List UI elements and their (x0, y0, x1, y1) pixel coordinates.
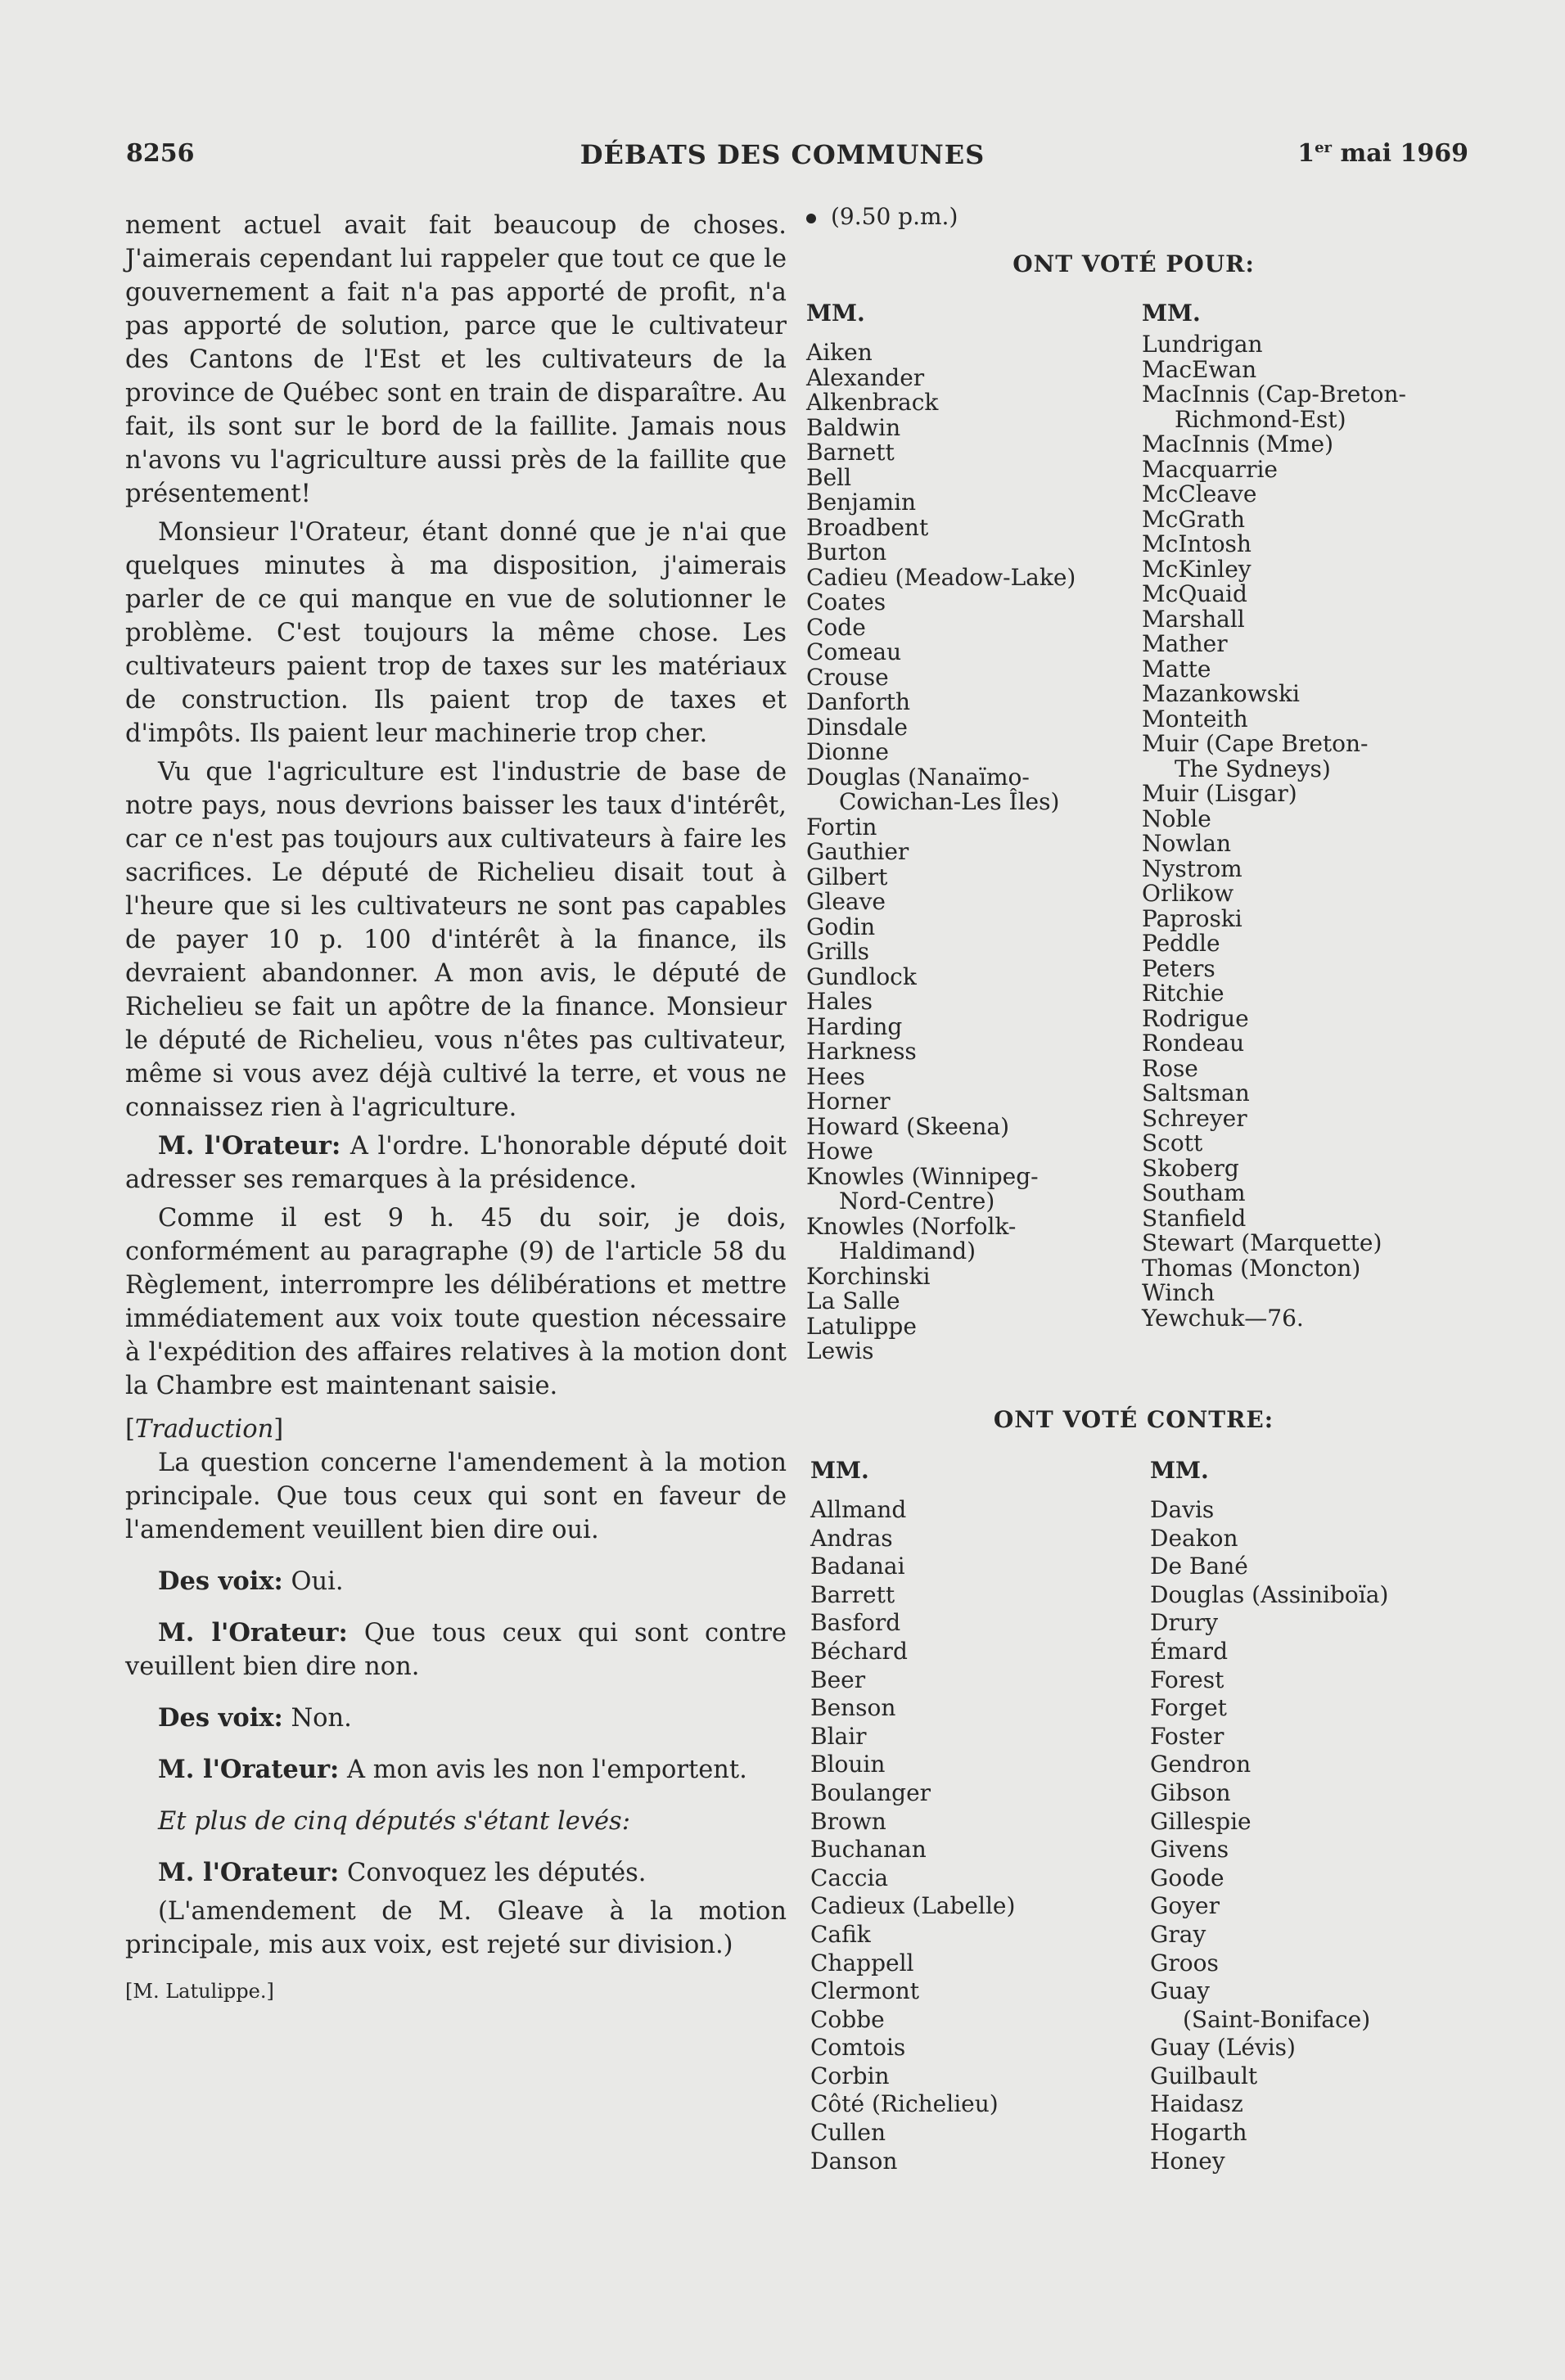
member-name: Forest (1150, 1666, 1224, 1693)
member-name: Alkenbrack (806, 389, 939, 416)
member-name: Benjamin (806, 489, 917, 516)
member-name: Coates (806, 588, 886, 615)
member-name: Drury (1150, 1609, 1219, 1637)
member-name: Givens (1150, 1836, 1229, 1864)
member-name: Cowichan-Les Îles) (839, 788, 1060, 815)
paragraph: Des voix: Oui. (158, 1566, 344, 1596)
member-name: Gibson (1150, 1778, 1231, 1806)
member-name: Scott (1142, 1129, 1203, 1156)
member-name: Foster (1150, 1722, 1224, 1750)
member-name: Muir (Cape Breton- (1142, 730, 1369, 757)
member-name: Broadbent (806, 513, 929, 541)
member-name: Mazankowski (1142, 680, 1300, 707)
member-name: Émard (1150, 1637, 1228, 1665)
contre-list-col2 (1150, 1496, 1388, 2175)
member-name: Gilbert (806, 863, 888, 890)
member-name: Brown (810, 1807, 886, 1835)
member-name: MacInnis (Cap-Breton- (1142, 381, 1406, 408)
member-name: Knowles (Winnipeg- (806, 1162, 1039, 1190)
member-name: Orlikow (1142, 880, 1234, 907)
member-name: Cafik (810, 1920, 871, 1948)
member-name: Peters (1142, 954, 1215, 982)
member-name: Korchinski (806, 1262, 931, 1290)
member-name: Rose (1142, 1054, 1198, 1082)
page-title: DÉBATS DES COMMUNES (580, 139, 985, 170)
member-name: Howard (Skeena) (806, 1112, 1010, 1140)
member-name: Cobbe (810, 2005, 885, 2033)
member-name: Bell (806, 463, 852, 491)
member-name: Matte (1142, 655, 1211, 683)
member-name: Comtois (810, 2034, 906, 2062)
member-name: Guilbault (1150, 2062, 1258, 2089)
paragraph: Des voix: Non. (158, 1703, 352, 1733)
member-name: Guay (1150, 1977, 1210, 2005)
member-name: McIntosh (1142, 530, 1252, 557)
member-name: Béchard (810, 1637, 908, 1665)
page-number: 8256 (126, 139, 195, 168)
vote-pour-heading: ONT VOTÉ POUR: (1013, 250, 1255, 277)
member-name: Cadieu (Meadow-Lake) (806, 563, 1076, 591)
member-name: Burton (806, 539, 887, 566)
pour-list-col2 (1142, 332, 1406, 1331)
speaker: Des voix: (158, 1566, 283, 1596)
speaker: M. l'Orateur: (158, 1755, 340, 1784)
paragraph: nement actuel avait fait beaucoup de choses. J'aimerais cependant lui rappeler que tout ce que le gouvernement a fait n'a pas apporté de profit, n'a pas apporté de solution, parce que le cultivateur des Cantons de l'Est et les cultivateurs de la province de Québec sont en train de disparaître. Au fait, ils sont sur le bord de la faillite. Jamais nous n'avons vu l'agriculture aussi près de la faillite que présentement! (125, 211, 787, 508)
member-name: Skoberg (1142, 1154, 1239, 1182)
member-name: Haldimand) (839, 1237, 976, 1264)
member-name: Aiken (806, 339, 873, 366)
member-name: Winch (1142, 1279, 1215, 1306)
member-name: The Sydneys) (1175, 755, 1331, 782)
member-name: Andras (810, 1524, 893, 1552)
member-name: Knowles (Norfolk- (806, 1212, 1017, 1240)
member-name: Horner (806, 1088, 891, 1115)
translation-note: [Traduction] (125, 1415, 284, 1444)
member-name: Cullen (810, 2119, 886, 2147)
member-name: Dionne (806, 738, 889, 765)
member-name: Alexander (806, 363, 925, 391)
bullet-icon (806, 214, 816, 223)
member-name: Corbin (810, 2062, 890, 2089)
member-name: Gendron (1150, 1751, 1252, 1778)
member-name: Southam (1142, 1179, 1246, 1206)
left-column (125, 209, 787, 2008)
member-name: Lundrigan (1142, 331, 1263, 358)
member-name: Douglas (Nanaïmo- (806, 763, 1030, 791)
member-name: Nystrom (1142, 854, 1243, 882)
member-name: Paproski (1142, 904, 1243, 932)
member-name: Lewis (806, 1337, 874, 1364)
member-name: Saltsman (1142, 1080, 1250, 1107)
paragraph: Comme il est 9 h. 45 du soir, je dois, conformément au paragraphe (9) de l'article 58 du Règlement, interrompre les délibérations et mettre immédiatement aux voix toute question nécessaire à l'expédition des affaires relatives à la motion dont la Chambre est maintenant saisie. (125, 1204, 787, 1400)
member-name: Chappell (810, 1949, 914, 1977)
member-name: Gundlock (806, 962, 917, 990)
member-name: Godin (806, 913, 876, 940)
member-name: Boulanger (810, 1778, 931, 1806)
member-name: Clermont (810, 1977, 920, 2005)
member-name: Beer (810, 1666, 866, 1693)
speaker: M. l'Orateur: (158, 1618, 348, 1648)
paragraph: M. l'Orateur: Que tous ceux qui sont contre veuillent bien dire non. (125, 1618, 787, 1681)
member-name: McQuaid (1142, 580, 1247, 607)
page-date: 1er mai 1969 (1297, 139, 1468, 168)
member-name: Blouin (810, 1751, 886, 1778)
member-name: Guay (Lévis) (1150, 2034, 1296, 2062)
member-name: Deakon (1150, 1524, 1238, 1552)
member-name: La Salle (806, 1287, 900, 1314)
member-name: McGrath (1142, 505, 1246, 533)
member-name: Stewart (Marquette) (1142, 1229, 1382, 1256)
member-name: Hales (806, 988, 873, 1015)
member-name: Douglas (Assiniboïa) (1150, 1580, 1389, 1608)
page-header (0, 139, 1565, 172)
contre-list-col1 (810, 1496, 1015, 2175)
member-name: Ritchie (1142, 980, 1224, 1007)
member-name: Comeau (806, 638, 902, 665)
member-name: Nowlan (1142, 830, 1232, 857)
member-name: Yewchuk—76. (1142, 1304, 1304, 1332)
paragraph: M. l'Orateur: Convoquez les députés. (158, 1858, 647, 1887)
member-name: Macquarrie (1142, 455, 1278, 483)
mm-label: MM. (810, 1457, 869, 1484)
member-name: McCleave (1142, 480, 1257, 507)
vote-contre-heading: ONT VOTÉ CONTRE: (993, 1406, 1274, 1433)
speaker: Des voix: (158, 1703, 283, 1733)
member-name: Barnett (806, 439, 895, 466)
member-name: Rondeau (1142, 1030, 1245, 1057)
member-name: Davis (1150, 1496, 1215, 1523)
member-name: Thomas (Moncton) (1142, 1254, 1361, 1282)
member-name: Rodrigue (1142, 1004, 1249, 1032)
paragraph: Et plus de cinq députés s'étant levés: (158, 1807, 630, 1836)
mm-label: MM. (806, 300, 865, 327)
member-name: (Saint-Boniface) (1183, 2005, 1371, 2033)
speaker: M. l'Orateur: (158, 1858, 340, 1887)
member-name: McKinley (1142, 555, 1252, 583)
paragraph: (L'amendement de M. Gleave à la motion principale, mis aux voix, est rejeté sur division.) (125, 1897, 787, 1959)
member-name: Baldwin (806, 413, 901, 441)
member-name: Hogarth (1150, 2119, 1247, 2147)
member-name: Grills (806, 938, 869, 965)
member-name: MacInnis (Mme) (1142, 430, 1334, 458)
pour-list-col1 (806, 340, 1076, 1364)
member-name: Gillespie (1150, 1807, 1252, 1835)
member-name: Côté (Richelieu) (810, 2090, 999, 2118)
member-name: Blair (810, 1722, 867, 1750)
member-name: Gauthier (806, 838, 909, 865)
member-name: Honey (1150, 2147, 1225, 2175)
member-name: Goode (1150, 1864, 1224, 1891)
member-name: Fortin (806, 813, 877, 841)
member-name: Haidasz (1150, 2090, 1243, 2118)
member-name: De Bané (1150, 1553, 1248, 1580)
member-name: Groos (1150, 1949, 1219, 1977)
member-name: Monteith (1142, 705, 1248, 732)
member-name: Nord-Centre) (839, 1188, 995, 1215)
member-name: Dinsdale (806, 713, 908, 741)
member-name: Crouse (806, 663, 889, 691)
member-name: Marshall (1142, 605, 1245, 633)
member-name: MacEwan (1142, 355, 1257, 383)
member-name: Gleave (806, 888, 886, 915)
member-name: Gray (1150, 1920, 1206, 1948)
member-name: Goyer (1150, 1892, 1220, 1920)
member-name: Howe (806, 1138, 873, 1165)
member-name: Cadieux (Labelle) (810, 1892, 1016, 1920)
member-name: Harding (806, 1012, 903, 1040)
member-name: Benson (810, 1694, 896, 1722)
member-name: Noble (1142, 805, 1211, 832)
speaker: M. l'Orateur: (158, 1131, 341, 1161)
member-name: Richmond-Est) (1175, 405, 1346, 433)
member-name: Code (806, 613, 866, 641)
paragraph: M. l'Orateur: A l'ordre. L'honorable député doit adresser ses remarques à la présidence. (125, 1131, 787, 1194)
member-name: Forget (1150, 1694, 1227, 1722)
member-name: Buchanan (810, 1836, 927, 1864)
member-name: Barrett (810, 1580, 895, 1608)
member-name: Badanai (810, 1553, 905, 1580)
member-name: Latulippe (806, 1312, 917, 1340)
member-name: Harkness (806, 1038, 917, 1065)
mm-label: MM. (1150, 1457, 1209, 1484)
member-name: Danforth (806, 688, 911, 715)
speaker-attribution: [M. Latulippe.] (125, 1980, 274, 2003)
member-name: Muir (Lisgar) (1142, 780, 1297, 807)
member-name: Peddle (1142, 930, 1220, 957)
member-name: Mather (1142, 630, 1228, 657)
paragraph: Vu que l'agriculture est l'industrie de base de notre pays, nous devrions baisser les taux d'intérêt, car ce n'est pas toujours aux cultivateurs à faire les sacrifices. Le député de Richelieu disait tout à l'heure que si les cultivateurs ne sont pas capables de payer 10 p. 100 d'intérêt à la finance, ils devraient abandonner. A mon avis, le député de Richelieu se fait un apôtre de la finance. Monsieur le député de Richelieu, vous n'êtes pas cultivateur, même si vous avez déjà cultivé la terre, et vous ne connaissez rien à l'agriculture. (125, 758, 787, 1122)
paragraph: La question concerne l'amendement à la motion principale. Que tous ceux qui sont en faveur de l'amendement veuillent bien dire oui. (125, 1449, 787, 1544)
member-name: Caccia (810, 1864, 889, 1891)
member-name: Basford (810, 1609, 901, 1637)
member-name: Allmand (810, 1496, 907, 1523)
time-stamp: (9.50 p.m.) (806, 205, 958, 230)
member-name: Hees (806, 1062, 865, 1090)
member-name: Stanfield (1142, 1204, 1247, 1232)
paragraph: Monsieur l'Orateur, étant donné que je n'ai que quelques minutes à ma disposition, j'aimerais parler de ce qui manque en vue de solutionner le problème. C'est toujours la même chose. Les cultivateurs paient trop de taxes sur les matériaux de construction. Ils paient trop de taxes et d'impôts. Ils paient leur machinerie trop cher. (125, 518, 787, 748)
mm-label: MM. (1142, 300, 1201, 327)
member-name: Danson (810, 2147, 898, 2175)
member-name: Schreyer (1142, 1104, 1247, 1132)
paragraph: M. l'Orateur: A mon avis les non l'emportent. (158, 1755, 747, 1784)
